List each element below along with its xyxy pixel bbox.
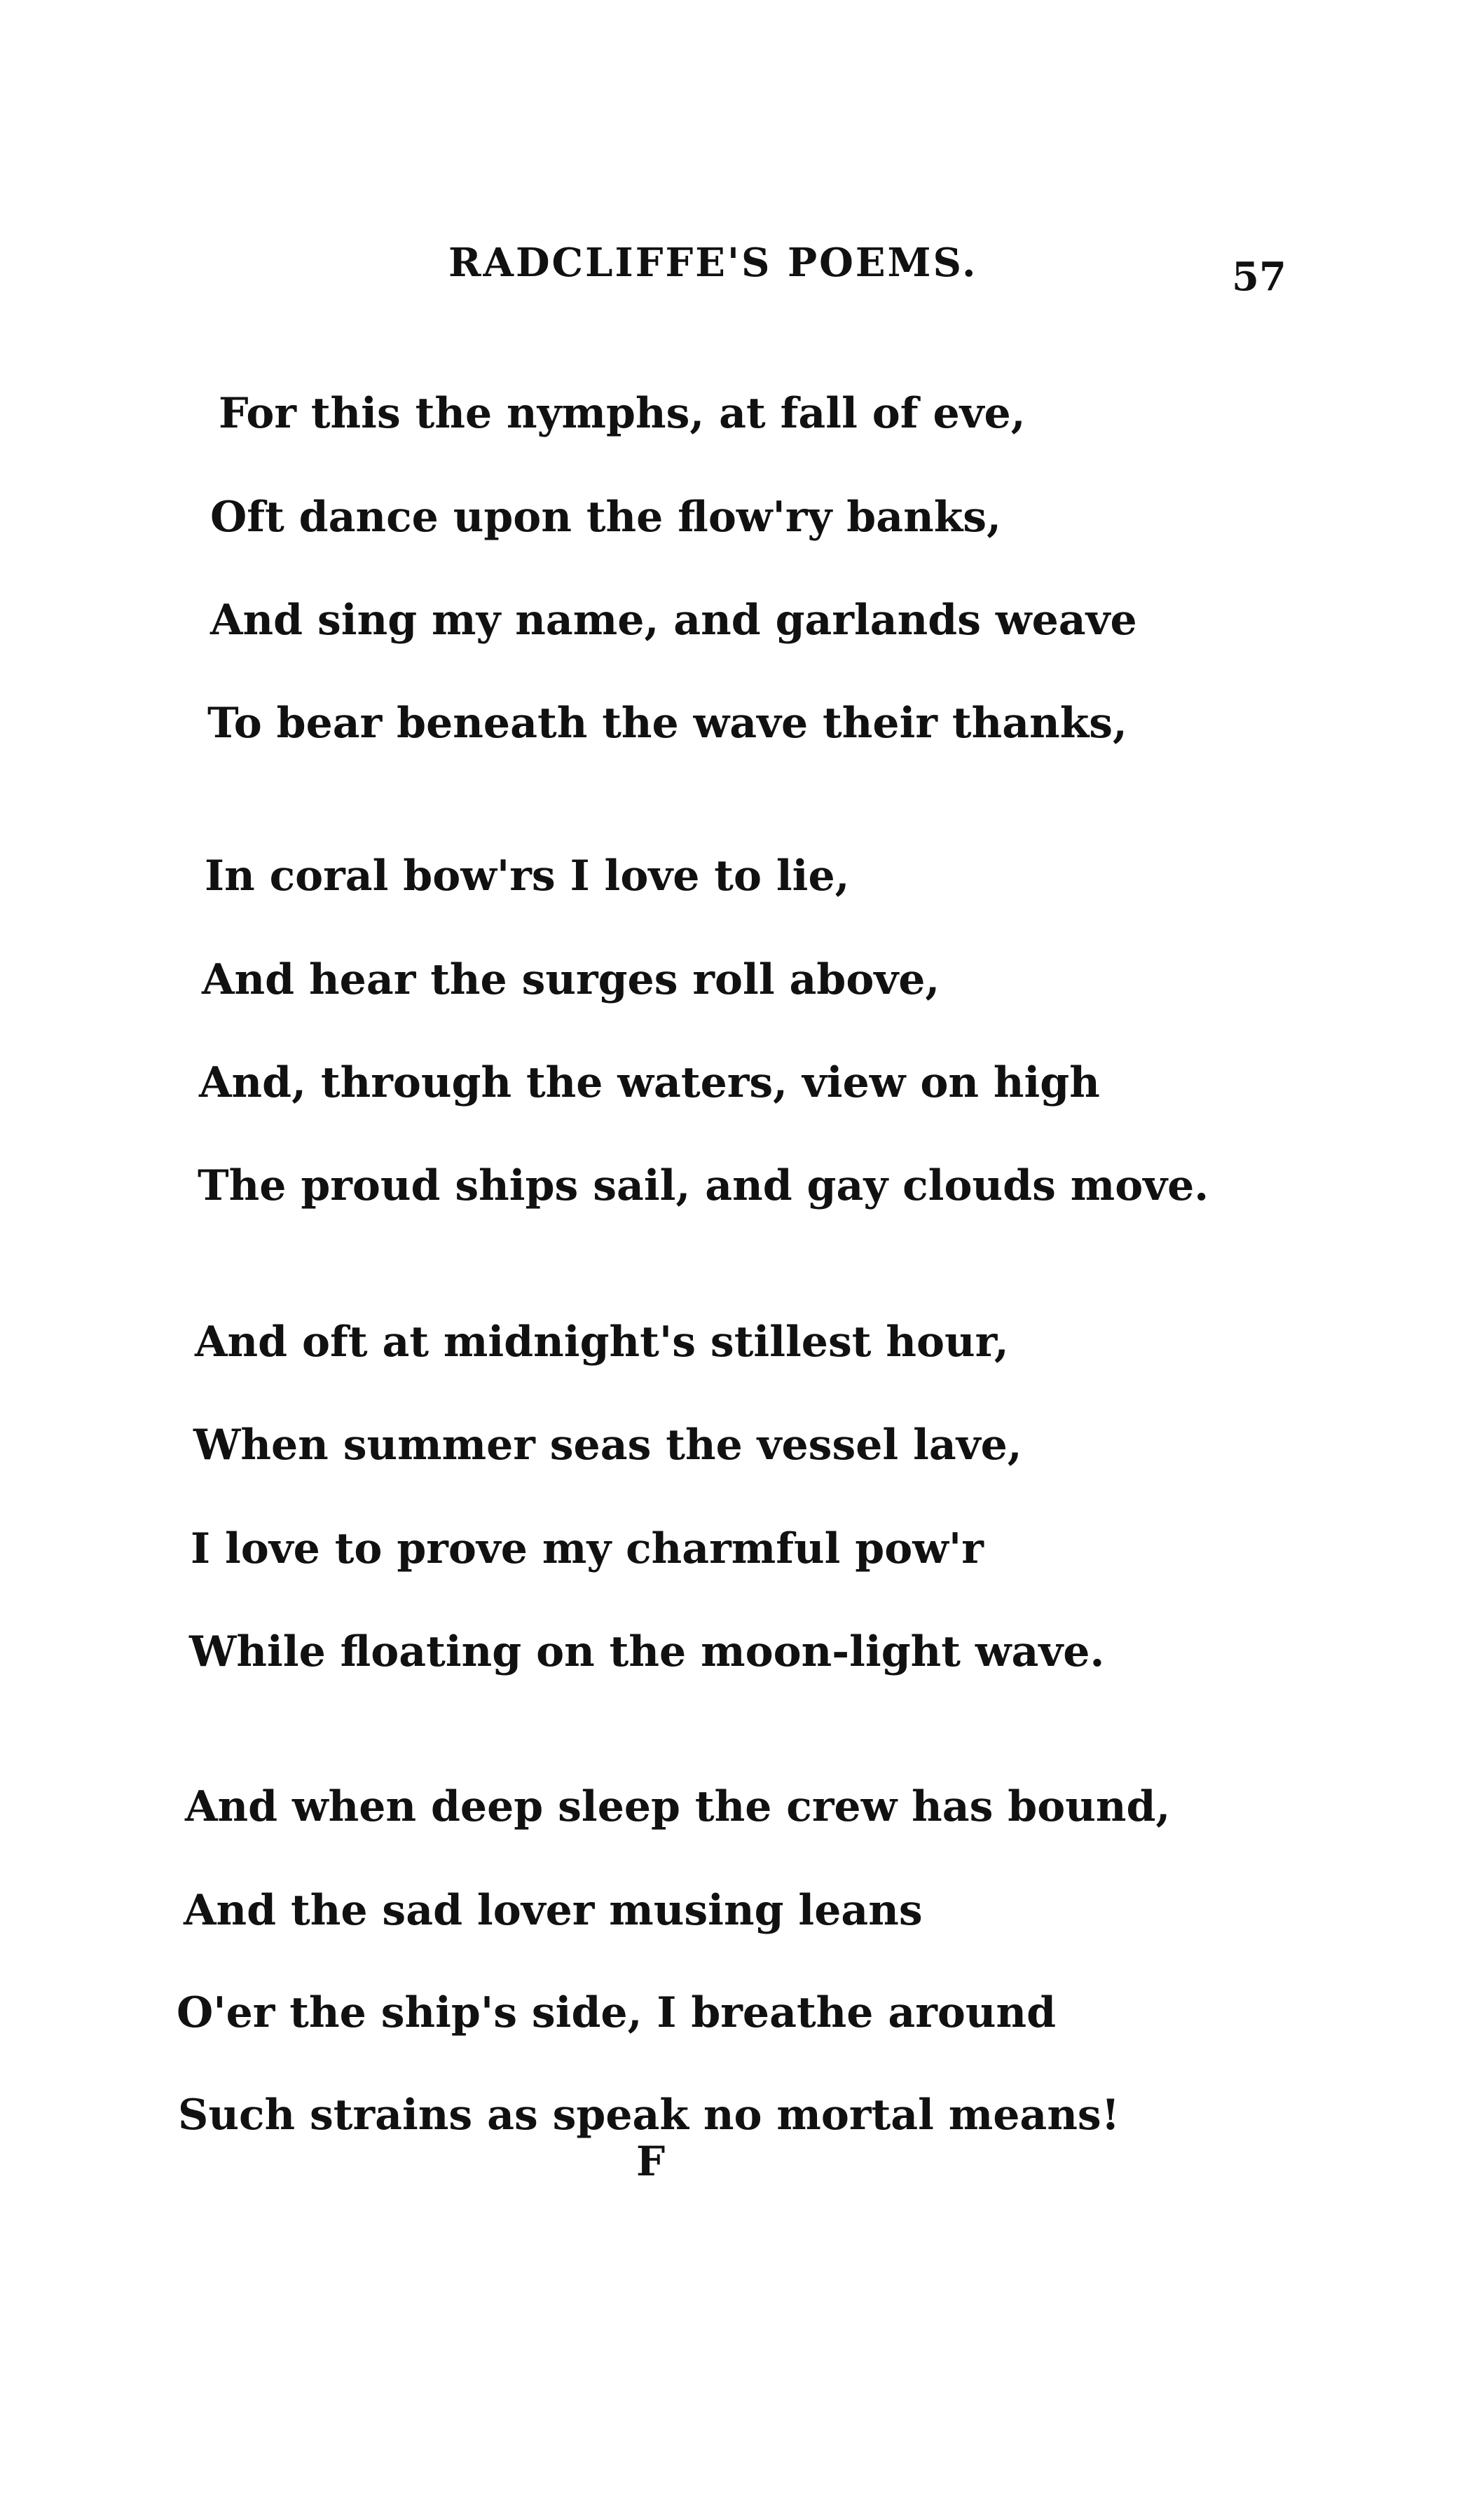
poem-line: And when deep sleep the crew has bound, [185, 1782, 1171, 1831]
poem-line: While floating on the moon-light wave. [189, 1627, 1105, 1676]
poem-line: To bear beneath the wave their thanks, [207, 699, 1127, 748]
poem-line: And, through the waters, view on high [199, 1058, 1100, 1107]
poem-line: And sing my name, and garlands weave [210, 596, 1137, 645]
poem-line: The proud ships sail, and gay clouds move. [198, 1161, 1209, 1210]
poem-line: And oft at midnight's stillest hour, [195, 1318, 1009, 1367]
poem-line: And the sad lover musing leans [184, 1886, 923, 1935]
running-title: RADCLIFFE'S POEMS. [448, 240, 978, 286]
poem-line: Such strains as speak no mortal means! [178, 2091, 1120, 2140]
page-number: 57 [1232, 254, 1286, 300]
poem-line: For this the nymphs, at fall of eve, [219, 389, 1026, 438]
poem-line: When summer seas the vessel lave, [193, 1421, 1022, 1470]
poem-line: In coral bow'rs I love to lie, [205, 852, 850, 901]
poem-line: Oft dance upon the flow'ry banks, [210, 493, 1001, 542]
poem-line: I love to prove my charmful pow'r [191, 1524, 984, 1573]
poem-line: O'er the ship's side, I breathe around [177, 1988, 1057, 2037]
signature-mark: F [636, 2138, 666, 2185]
poem-line: And hear the surges roll above, [202, 955, 940, 1004]
